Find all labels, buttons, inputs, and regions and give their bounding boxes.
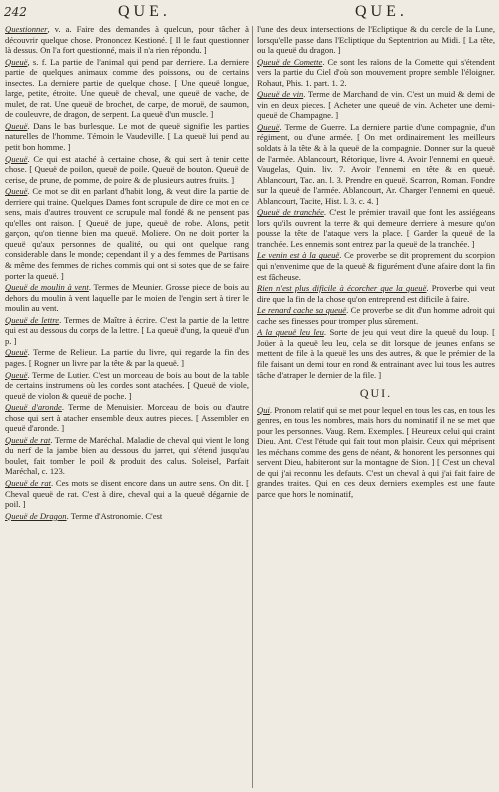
dictionary-entry [257,305,495,326]
left-column [5,24,249,790]
entry-headword: Queuë de rat [5,477,51,488]
entry-text: . Ce qui est ataché à certaine chose, & qui sert à tenir cette chose. [ Queuë de poilon, queuë de poile. Queuë de bouton. Queuë de cerise, de prune, de pomme, de poire & de plusieurs autres fruits. ] [5,153,249,185]
entry-headword: Rien n'est plus dificile à écorcher que la queuë [257,283,427,294]
page-number: 242 [4,5,27,19]
entry-headword: Queuë de lettre [5,314,60,325]
running-head-left: QUE. [118,3,171,20]
entry-headword: Queuë [5,369,28,380]
entry-text: . Terme de Menuisier. Morceau de bois ou d'autre chose qui sert à atacher ensemble deux autres pieces. [ Assembler en queuë d'aronde. ] [5,402,249,434]
dictionary-entry [5,121,249,153]
entry-text: , s. f. La partie de l'animal qui pend par derriere. La derniere partie de quelques animaux comme des poissons, ou de certains insectes. La derniere partie de quelque chose. [ Une queuë longue, large, petite, étroite. Une queuë de cheval, une queuë de vache, de mulet, de rat. Une queuë de brochet, de carpe, de moruë, de saumon, de couleuvre, de dragon, de serpent. La queuë d'un muscle. ] [5,56,249,120]
dictionary-entry [5,57,249,120]
dictionary-entry [257,89,495,121]
entry-headword: Queuë [5,153,28,164]
entry-text: . Termes de Maître à écrire. C'est la partie de la lettre qui est au dessous du corps de la lettre. [ La queuë d'ung, la queuë d'un p. ] [5,314,249,346]
dictionary-entry [5,186,249,281]
entry-text: . Terme de Marchand de vin. C'est un muid & demi de vin en deux pieces. [ Acheter une queuë de vin. Acheter une demi-queuë de Champagne. ] [257,89,495,121]
entry-text: . Proverbe qui veut dire que la fin de la chose qu'on entreprend est dificile à faire. [257,283,495,304]
entry-headword: Queuë [5,120,28,131]
dictionary-entry [257,283,495,304]
dictionary-entry [5,370,249,402]
entry-headword: Queuë [5,56,28,67]
dictionary-entry [257,207,495,249]
dictionary-entry [5,511,249,522]
continued-entry: l'une des deux intersections de l'Ecliptique & du cercle de la Lune, lorsqu'elle passe dans l'Ecliptique du Septentrion au Midi. [ La tête, ou la queuë du dragon. ] [257,24,495,56]
entry-headword: Questionner [5,24,48,34]
entry-headword: Queuë de vin [257,89,304,100]
entry-headword: Queuë d'aronde [5,402,62,413]
right-column [257,24,495,790]
entry-headword: Queuë de Dragon [5,510,67,521]
entry-text: . Ce mot se dit en parlant d'habit long, & veut dire la partie de derriere qui traine. Quelques Dames font scrupule de dire ce mot en ce sens, mais d'autres trouvent ce scrupule mal fondé & ne pensent pas qu'elles ont raison. [ Queuë de jupe, queuë de robe. Alons, petit garçon, qu'on tienne bien ma queuë. Moliere. On ne doit porter la queuë qu'aux personnes de qualité, ou qui ont quelque rang considerable dans le monde; cependant il y a des femmes de Partisans & même des femmes de riches commis qui ont si sotes que de se faire porter la queuë. ] [5,186,249,281]
column-divider [252,26,253,788]
entry-headword: Queuë de Comette [257,56,323,67]
entry-text: . Dans le bas burlesque. Le mot de queuë signifie les parties naturelles de l'homme. Témoin le Vaudeville. [ La queuë lui pend au petit bon homme. ] [5,120,249,153]
dictionary-entry [257,122,495,206]
entry-text: . Terme de Maréchal. Maladie de cheval qui vient le long du nerf de la jambe bien au dessous du jarret, qui s'étend jusqu'au boulet, fait tomber le poil & produit des calus. Soleisel, Parfait Maréchal, c. 123. [5,434,249,477]
entry-text: . Sorte de jeu qui veut dire la queuë du loup. [ Joüer à la queuë leu leu, cela se dit lorsque de jeunes enfans se mettent de file à la queuë les uns des autres, & que le prémier de la file faisant un demi tour en rond & entrainant avec lui tous les autres tâche d'atraper le dernier de la file. ] [257,327,495,380]
entry-headword: A la queuë leu leu [257,327,324,338]
entry-text: . Terme d'Astronomie. C'est [66,510,163,521]
entry-text: . Ce proverbe se dit d'un homme adroit qui cache ses finesses pour tromper plus sûrement. [257,305,495,326]
entry-headword: Queuë de rat [5,434,51,445]
right-entry-list [257,57,495,380]
entry-headword: Queuë [5,347,28,358]
entry-headword: Queuë [5,186,28,197]
dictionary-entry [5,478,249,510]
entry-text: . C'est le prémier travail que font les assiégeans lors qu'ils ouvrent la terre & qui demeure derriere à mesure qu'on pousse la tête de l'ataque vers la place. [ Garder la queuë de la tranchée. Les ennemis sont entrez par la queuë de la tranchée. ] [257,207,495,249]
dictionary-entry [5,435,249,477]
entry-text: . Termes de Meunier. Grosse piece de bois au dehors du moulin à vent laquelle par le moien de l'engin sert à tirer le moulin au vent. [5,282,249,314]
entry-headword: Le venin est à la queuë [257,250,340,261]
dictionary-entry [5,315,249,347]
qui-entry [257,405,495,500]
entry-text: . Pronom relatif qui se met pour lequel en tous les cas, en tous les genres, en tous les nombres, mais hors du nominatif il ne se met que pour les personnes. Vaug. Rem. Exemples. [ Heureux celui qui craint Dieu. Ant. C'est l'étude qui fait tout mon plaisir. Ceux qui méprisent les méchans comme des gens de néant, & honorent les personnes qui servent Dieu, habiteront sur la montagne de Sion. ] [ C'est un cheval de qui j'ai reconnu les defauts. C'est un cheval à qui j'ai fait faire de grandes traites. Qui en ces deux derniers exemples est une faute parce que hors le nominatif, [257,404,495,499]
entry-text: . Terme de Lutier. C'est un morceau de bois au bout de la table de certains instrumens où les cordes sont atachées. [ Queuë de viole, queuë de violon & queuë de poche. ] [5,369,249,401]
dictionary-entry [5,347,249,368]
dictionary-entry [257,327,495,380]
dictionary-entry [5,402,249,434]
entry-headword: Queuë [257,121,280,132]
entry-text: , v. a. Faire des demandes à quelcun, pour tâcher à découvrir quelque chose. Prononcez Kestioné. [ Il le faut questionner là dessus. On l'a fort questionné, mais il n'a rien répondu. ] [5,24,249,56]
dictionary-entry [257,57,495,89]
entry-text: . Ces mots se disent encore dans un autre sens. On dit. [ Cheval queuë de rat. C'est à dire, cheval qui a la queuë dégarnie de poil. ] [5,477,249,510]
dictionary-entry [5,24,249,56]
entry-text: . Ce proverbe se dit proprement du scorpion qui n'envenime que de la queuë & figurément d'une afaire dont la fin est fâcheuse. [257,250,495,282]
entry-text: . Terme de Guerre. La derniere partie d'une compagnie, d'un régiment, ou d'une armée. [ On met ordinairement les meilleurs soldats à la tête & à la queuë de la compagnie. Donner sur la queuë de l'armée. Ablancourt, Rétorique, livre 4. Avoir l'ennemi en queuë. Vaugelas, Quin. liv. 7. Avoir l'ennemi en tête & en queuë. Ablancourt, Tac. an. l. 3. Prendre en queuë. Scarron, Roman. Fondre sur la queuë de l'armée. Ablancourt, Ar. Charger l'ennemi en queuë. Ablancourt, Tacite, Hist. l. 3. c. 4. ] [257,121,495,206]
entry-headword: Queuë de moulin à vent [5,282,89,293]
entry-headword: Queuë de tranchée [257,207,324,218]
section-heading: QUI. [359,386,393,401]
entry-text: . Terme de Relieur. La partie du livre, qui regarde la fin des pages. [ Rogner un livre par la tête & par la queuë. ] [5,347,249,368]
entry-headword: Qui [257,404,270,415]
dictionary-entry [5,154,249,186]
running-head-right: QUE. [355,3,408,20]
dictionary-entry [257,250,495,282]
entry-headword: Le renard cache sa queuë [257,305,347,316]
entry-text: . Ce sont les raïons de la Comette qui s'étendent vers la partie du Ciel d'où son mouvement propre semble l'éloigner. Rohaut, Phis. 1. part. 1. 2. [257,56,495,88]
dictionary-entry [5,282,249,314]
